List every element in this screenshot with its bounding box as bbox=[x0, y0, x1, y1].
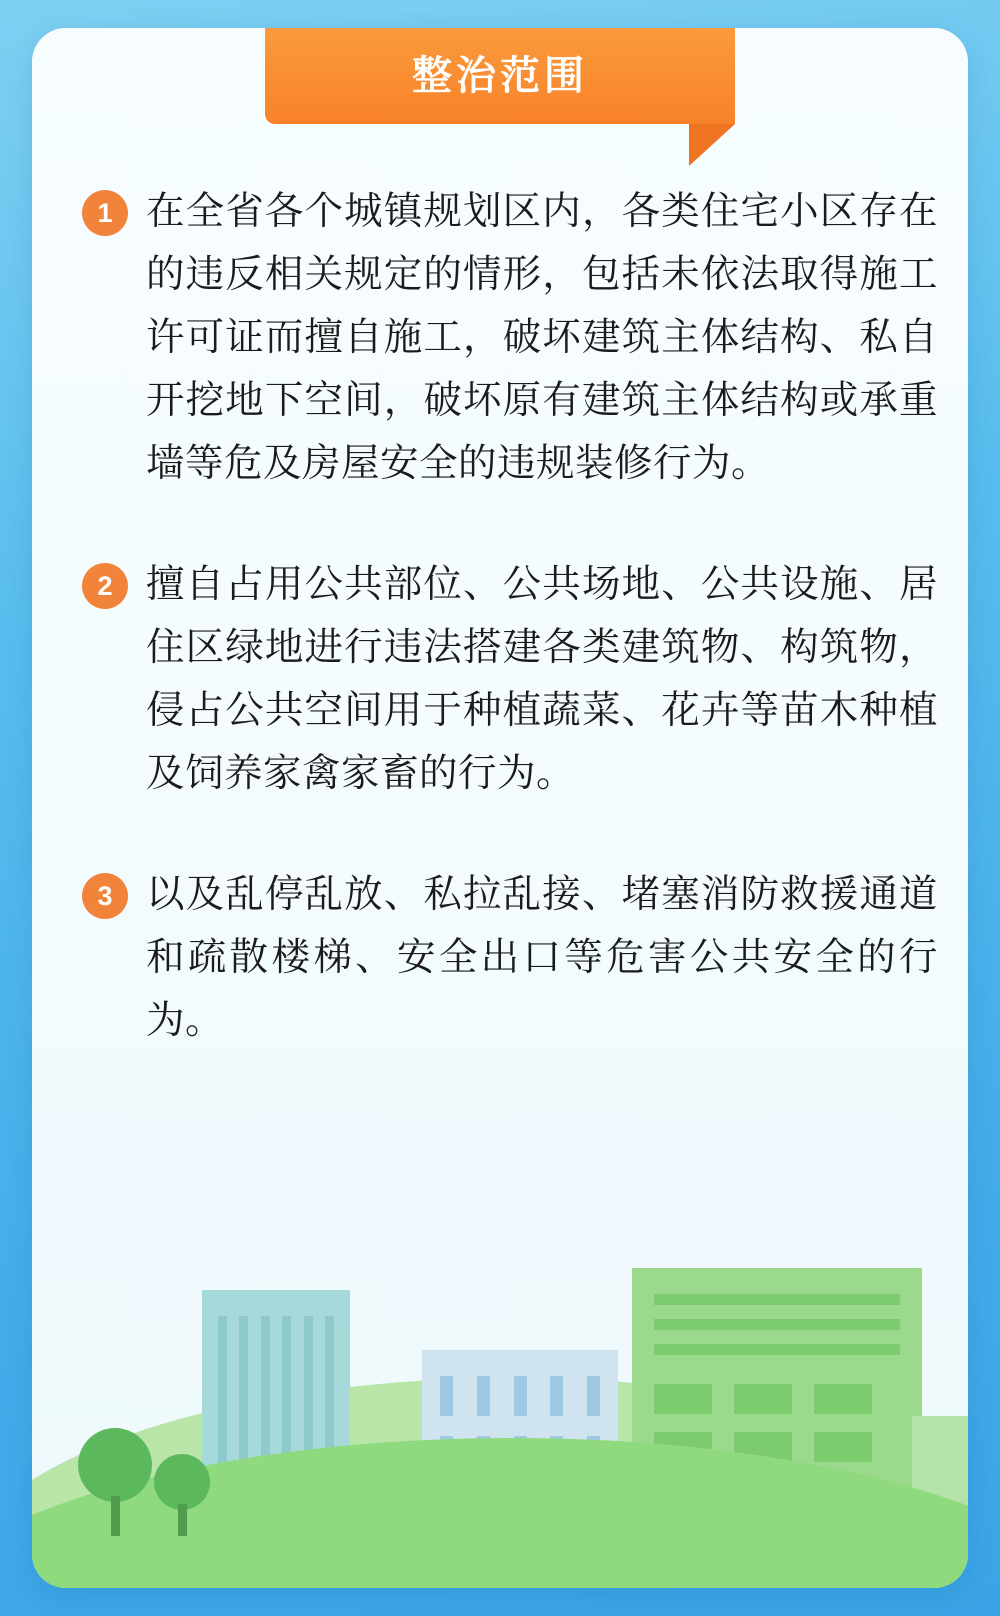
list-item bbox=[82, 180, 938, 495]
large-building-bands bbox=[654, 1294, 900, 1369]
list-item-number: 3 bbox=[82, 873, 128, 919]
ground-shape bbox=[32, 1536, 968, 1588]
banner-tail-icon bbox=[689, 124, 735, 166]
city-skyline-illustration bbox=[32, 1188, 968, 1588]
content-card bbox=[32, 28, 968, 1588]
list-item-text: 以及乱停乱放、私拉乱接、堵塞消防救援通道和疏散楼梯、安全出口等危害公共安全的行为。 bbox=[146, 872, 938, 1043]
scope-list bbox=[82, 180, 938, 1110]
section-banner bbox=[265, 28, 735, 124]
page-title: 整治范围 bbox=[412, 54, 588, 98]
tree-icon bbox=[78, 1428, 152, 1536]
list-item-number: 1 bbox=[82, 190, 128, 236]
list-item-number: 2 bbox=[82, 563, 128, 609]
list-item-text: 擅自占用公共部位、公共场地、公共设施、居住区绿地进行违法搭建各类建筑物、构筑物，侵占公共空间用于种植蔬菜、花卉等苗木种植及饲养家禽家畜的行为。 bbox=[146, 562, 938, 796]
list-item bbox=[82, 553, 938, 805]
tree-icon bbox=[154, 1454, 210, 1536]
banner-shape bbox=[265, 28, 735, 124]
list-item bbox=[82, 863, 938, 1052]
list-item-text: 在全省各个城镇规划区内，各类住宅小区存在的违反相关规定的情形，包括未依法取得施工许可证而擅自施工，破坏建筑主体结构、私自开挖地下空间，破坏原有建筑主体结构或承重墙等危及房屋安全的违规装修行为。 bbox=[146, 189, 938, 486]
